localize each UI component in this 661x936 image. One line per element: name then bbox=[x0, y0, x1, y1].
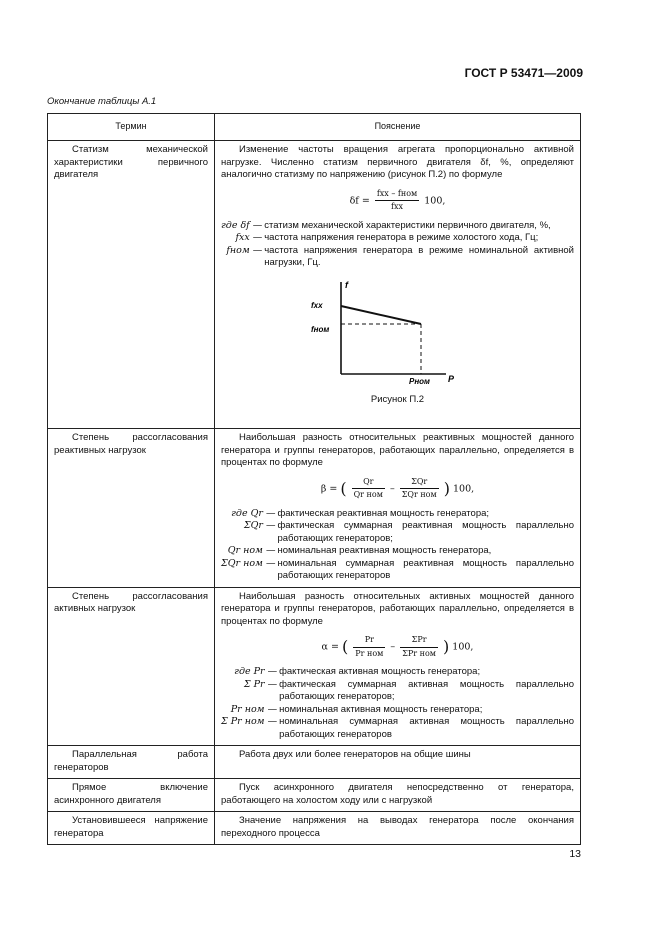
symbol: ΣQr ном — bbox=[221, 557, 276, 569]
symbol-definition: фактическая реактивная мощность генератора; bbox=[277, 507, 490, 519]
symbol: Σ Pr — bbox=[243, 678, 278, 690]
term-cell: Установившееся напряжение генератора bbox=[48, 812, 215, 845]
formula-lhs: β = bbox=[320, 483, 338, 494]
figure-caption: Рисунок П.2 bbox=[370, 393, 425, 405]
explanation-cell bbox=[215, 587, 581, 746]
formula-fraction bbox=[353, 634, 385, 660]
table-row bbox=[48, 812, 581, 845]
symbol: Σ Pr ном — bbox=[221, 716, 278, 727]
formula-fraction bbox=[400, 476, 439, 502]
formula-tail: 100, bbox=[452, 641, 474, 653]
symbol-definitions bbox=[221, 220, 574, 270]
symbol-definition: частота напряжения генератора в режиме холостого хода, Гц; bbox=[264, 232, 539, 243]
symbol: где δf — bbox=[221, 219, 263, 231]
symbol: Qr ном — bbox=[227, 545, 276, 556]
symbol-definition: номинальная активная мощность генератора; bbox=[279, 703, 483, 715]
explanation-cell bbox=[215, 746, 581, 779]
left-paren: ( bbox=[341, 636, 349, 656]
explanation-text: Изменение частоты вращения агрегата пропорционально активной нагрузке. Численно статизм первичного двигателя δf, %, определяют аналогично статизму по напряжению (рисунок П.2) по формуле bbox=[221, 144, 574, 180]
column-header-explanation: Пояснение bbox=[215, 114, 581, 141]
minus-sign: – bbox=[389, 483, 395, 494]
x-axis-label: P bbox=[448, 373, 455, 384]
fraction-denominator: ΣQr ном bbox=[401, 490, 437, 499]
f-xx-label: fхх bbox=[311, 300, 323, 310]
table-row bbox=[48, 779, 581, 812]
symbol-definitions bbox=[221, 666, 574, 741]
explanation-text: Пуск асинхронного двигателя непосредственно от генератора, работающего на холостом ходу или с нагрузкой bbox=[221, 782, 574, 806]
characteristic-line bbox=[341, 306, 421, 324]
table-row bbox=[48, 141, 581, 429]
column-header-term: Термин bbox=[48, 114, 215, 141]
fraction-numerator: Qr bbox=[352, 476, 385, 490]
formula-lhs: δf = bbox=[349, 195, 370, 206]
fraction-denominator: ΣPr ном bbox=[402, 648, 436, 658]
explanation-cell bbox=[215, 429, 581, 588]
term-cell: Степень рассогласования реактивных нагрузок bbox=[48, 429, 215, 588]
symbol: Pr ном — bbox=[230, 703, 278, 715]
minus-sign: – bbox=[390, 641, 396, 653]
formula-tail: 100, bbox=[453, 483, 475, 494]
table-header-row bbox=[48, 114, 581, 141]
fraction-denominator: Qr ном bbox=[353, 490, 383, 499]
formula-lhs: α = bbox=[321, 641, 339, 653]
y-axis-label: f bbox=[345, 279, 348, 290]
page-number: 13 bbox=[569, 848, 581, 860]
symbol: ΣQr — bbox=[243, 520, 276, 531]
left-paren: ( bbox=[340, 478, 347, 498]
right-paren: ) bbox=[443, 636, 450, 656]
fraction-denominator: fхх bbox=[391, 202, 404, 211]
explanation-cell bbox=[215, 141, 581, 429]
symbol-definition: номинальная суммарная активная мощность параллельно работающих генераторов bbox=[279, 716, 574, 740]
symbol: где Pr — bbox=[234, 666, 278, 677]
fraction-numerator: ΣPr bbox=[400, 634, 438, 648]
p-nom-label: Pном bbox=[409, 376, 430, 386]
formula bbox=[221, 634, 574, 660]
symbol: fном — bbox=[226, 244, 263, 256]
fraction-numerator: ΣQr bbox=[400, 476, 439, 490]
fraction-numerator: fхх – fном bbox=[375, 188, 419, 202]
symbol-definition: номинальная суммарная реактивная мощность параллельно работающих генераторов bbox=[277, 557, 574, 581]
explanation-cell bbox=[215, 779, 581, 812]
explanation-text: Работа двух или более генераторов на общие шины bbox=[239, 749, 471, 760]
symbol-definition: частота напряжения генератора в режиме номинальной активной нагрузки, Гц. bbox=[264, 244, 574, 268]
formula-fraction bbox=[375, 188, 419, 214]
right-paren: ) bbox=[443, 478, 450, 498]
formula-tail: 100, bbox=[424, 195, 446, 206]
formula bbox=[221, 188, 574, 214]
fraction-denominator: Pr ном bbox=[355, 648, 384, 658]
symbol-definitions bbox=[221, 508, 574, 583]
table-caption: Окончание таблицы А.1 bbox=[47, 96, 157, 107]
term-cell: Параллельная работа генераторов bbox=[48, 746, 215, 779]
term-cell: Статизм механической характеристики первичного двигателя bbox=[48, 141, 215, 429]
explanation-cell bbox=[215, 812, 581, 845]
formula-fraction bbox=[352, 476, 385, 502]
symbol-definition: фактическая активная мощность генератора; bbox=[279, 666, 481, 677]
terms-table bbox=[47, 113, 581, 845]
table-row bbox=[48, 587, 581, 746]
formula bbox=[221, 476, 574, 502]
f-nom-label: fном bbox=[311, 324, 330, 334]
table-row bbox=[48, 746, 581, 779]
table-row bbox=[48, 429, 581, 588]
symbol-definition: номинальная реактивная мощность генератора, bbox=[277, 545, 492, 556]
term-cell: Степень рассогласования активных нагрузок bbox=[48, 587, 215, 746]
symbol-definition: фактическая суммарная реактивная мощность параллельно работающих генераторов; bbox=[277, 520, 574, 544]
document-code: ГОСТ Р 53471—2009 bbox=[464, 66, 583, 80]
term-cell: Прямое включение асинхронного двигателя bbox=[48, 779, 215, 812]
frequency-characteristic-figure bbox=[311, 276, 461, 388]
fraction-numerator: Pr bbox=[353, 634, 385, 648]
symbol: fхх — bbox=[235, 232, 263, 243]
symbol: где Qr — bbox=[231, 507, 276, 519]
explanation-text: Наибольшая разность относительных активных мощностей данного генератора и группы генераторов, работающих параллельно, определяется в процентах по формуле bbox=[221, 590, 574, 627]
formula-fraction bbox=[400, 634, 438, 660]
explanation-text: Наибольшая разность относительных реактивных мощностей данного генератора и группы генераторов, работающих параллельно, определяется в процентах по формуле bbox=[221, 432, 574, 468]
explanation-text: Значение напряжения на выводах генератора после окончания переходного процесса bbox=[221, 815, 574, 839]
symbol-definition: статизм механической характеристики первичного двигателя, %, bbox=[264, 219, 551, 231]
symbol-definition: фактическая суммарная активная мощность параллельно работающих генераторов; bbox=[279, 678, 574, 702]
